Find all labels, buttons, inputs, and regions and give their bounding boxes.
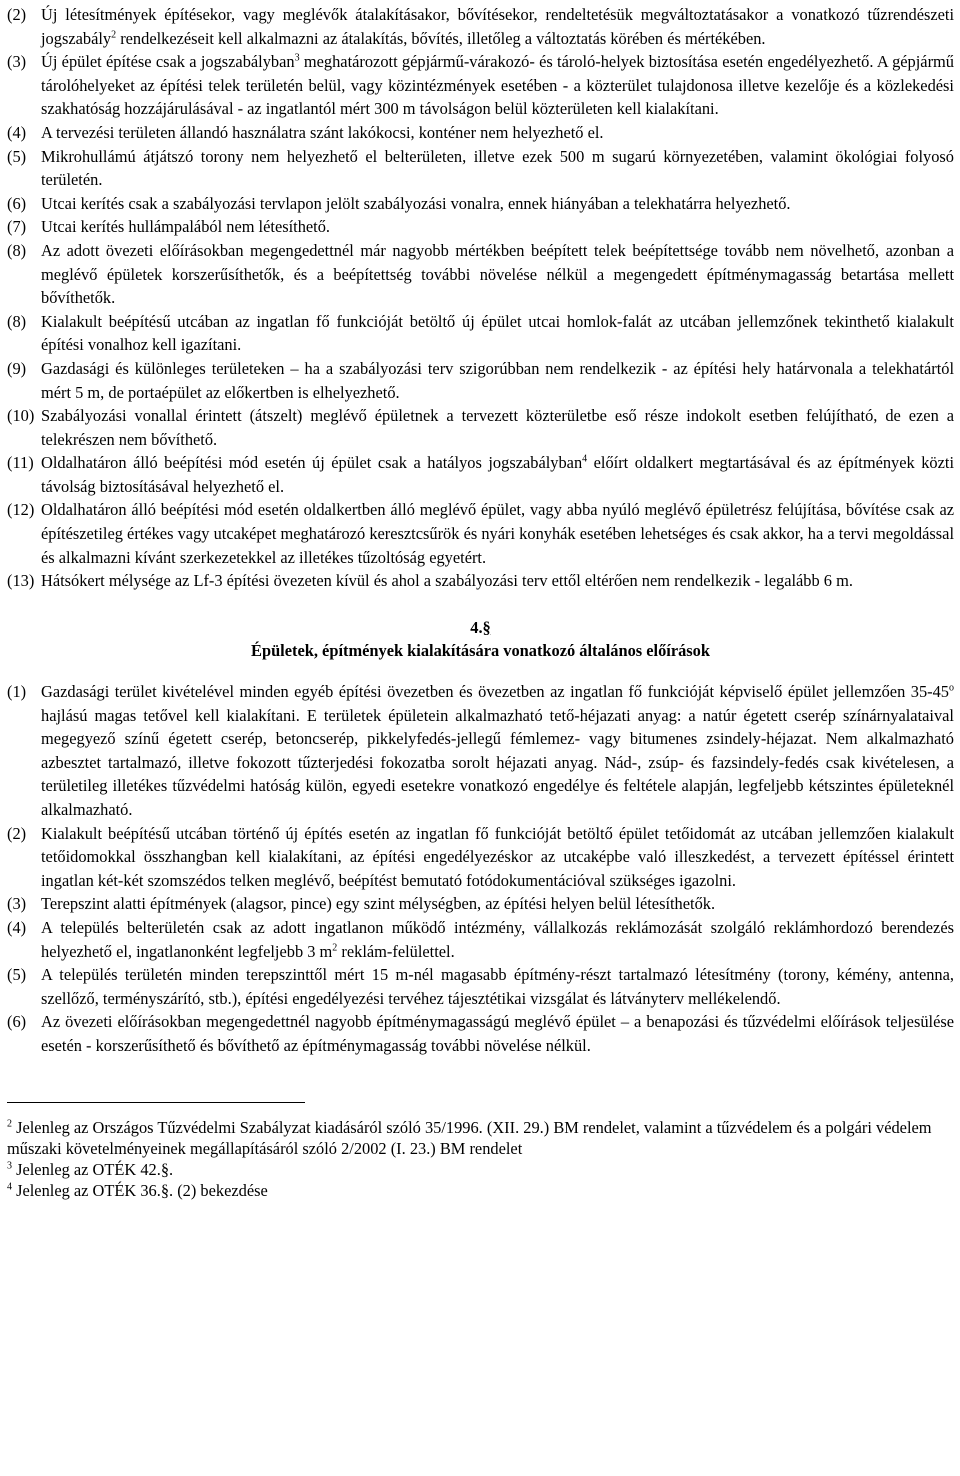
paragraph-text: Kialakult beépítésű utcában az ingatlan fő funkcióját betöltő új épület utcai homlok-falát az utcában jellemzőnek tekinthető kialakult építési vonalhoz kell igazítani. (41, 311, 954, 355)
footnote (7, 1159, 954, 1180)
degree-mark: o (949, 682, 954, 694)
paragraph-number: (2) (7, 5, 27, 24)
paragraph-item (7, 916, 954, 963)
paragraph-item (7, 892, 954, 916)
paragraph-text: Kialakult beépítésű utcában történő új építés esetén az ingatlan fő funkcióját betöltő épület tetőidomát az utcában jellemzően kialakult tetőidomokkal összhangban kell kialakítani, az építési engedélyezéskor az utcaképbe való illeszkedést, a tervezett építéssel érintett ingatlan két-két szomszédos telken meglévő, beépítést bemutató fotódokumentációval szükséges igazolni. (41, 823, 954, 890)
paragraph-number: (5) (7, 965, 27, 985)
section-list-2 (7, 680, 954, 1058)
paragraph-number: (5) (7, 146, 27, 166)
paragraph-text: Gazdasági és különleges területeken – ha a szabályozási terv szigorúbban nem rendelkezik - az építési hely határvonala a telekhatártól mért 5 m, de portaépület az előkertben is elhelyezhető. (41, 358, 954, 402)
paragraph-text: Szabályozási vonallal érintett (átszelt) meglévő épületnek a tervezett közterületbe eső része indokolt esetben felújítható, de ezen a telekrészen nem bővíthető. (41, 406, 954, 449)
paragraph-text: Gazdasági terület kivételével minden egyéb építési övezetben és övezetben az ingatlan fő funkcióját képviselő épület jellemzően 35-45$^o$ hajlású magas tetővel kell kialakítani. E területek épületein alkalmazható tető-héjazati anyag: a natúr égetett cserép színárnyalataival megegyező színű égetett cserép, betoncserép, pikkelyfedés-jellegű fémlemez- vagy bitumenes zsindely-héjazat. Nem alkalmazható azbesztet tartalmazó, illetve fokozott tűzterjedési fokozatba sorolt héjazati anyag. Nád-, zsúp- és fazsindely-fedés csak kivételesen, a területileg illetékes tűzvédelmi hatóság külön, egyedi esetekre vonatkozó engedélye és feltétele alapján, legfeljebb kétszintes épületeknél alkalmazható. (41, 682, 954, 819)
paragraph-text: Oldalhatáron álló beépítési mód esetén oldalkertben álló meglévő épület, vagy abba nyúló meglévő épületrész felújítása, bővítése csak az építészetileg értékes vagy utcaképet meghatározó keresztcsűrök és nyári konyhák esetében lehetséges és csak akkor, ha a tervi megoldással és alkalmazni kívánt szerkezetekkel az illetékes tűzoltóság egyetért. (41, 500, 954, 567)
paragraph-number: (10) (7, 406, 35, 426)
paragraph-item (7, 50, 954, 121)
paragraph-item (7, 3, 954, 50)
paragraph-text: Új épület építése csak a jogszabályban$^3$ meghatározott gépjármű-várakozó- és tároló-helyek biztosítása esetén engedélyezhető. A gépjármű tárolóhelyeket az építési telek területén belül, vagy közintézmények esetében - a közterület tulajdonosa illetve kezelője és a közlekedési szakhatóság hozzájárulásával - az ingatlantól mért 300 m távolságon belül közterületen kell kialakítani. (41, 52, 954, 119)
paragraph-text: Hátsókert mélysége az Lf-3 építési övezeten kívül és ahol a szabályozási terv ettől eltérően nem rendelkezik - legalább 6 m. (41, 571, 853, 591)
paragraph-text: A település belterületén csak az adott ingatlanon működő intézmény, vállalkozás reklámozását szolgáló reklámhordozó berendezés helyezhető el, ingatlanonként legfeljebb 3 $m^2$ reklám-felülettel. (41, 917, 954, 961)
paragraph-item (7, 310, 954, 357)
paragraph-number: (3) (7, 52, 27, 72)
section-list-1 (7, 3, 954, 593)
paragraph-item (7, 145, 954, 192)
paragraph-text: Terepszint alatti építmények (alagsor, pince) egy szint mélységben, az építési helyen belül létesíthetők. (41, 894, 716, 914)
footnote-mark: 4 (7, 1181, 12, 1193)
paragraph-number: (8) (7, 240, 27, 260)
section-number: 4.§ (470, 617, 491, 637)
footnote-mark: 3 (7, 1160, 12, 1172)
paragraph-item (7, 357, 954, 404)
footnote-ref[interactable]: 3 (294, 52, 300, 64)
paragraph-item (7, 215, 954, 239)
paragraph-item (7, 680, 954, 822)
paragraph-item (7, 822, 954, 893)
paragraph-text: Mikrohullámú átjátszó torony nem helyezhető el belterületen, illetve ezek 500 m sugarú környezetében, valamint ökológiai folyosó területén. (41, 146, 954, 190)
paragraph-number: (4) (7, 917, 27, 937)
paragraph-number: (2) (7, 823, 27, 843)
superscript: 2 (332, 942, 338, 954)
paragraph-text: Oldalhatáron álló beépítési mód esetén új épület csak a hatályos jogszabályban$^4$ előírt oldalkert megtartásával és az építmények közti távolság biztosításával helyezhető el. (41, 453, 954, 496)
paragraph-item (7, 192, 954, 216)
section-title: Épületek, építmények kialakítására vonatkozó általános előírások (251, 641, 710, 661)
paragraph-item (7, 498, 954, 569)
paragraph-item (7, 1010, 954, 1057)
paragraph-text: Az adott övezeti előírásokban megengedettnél már nagyobb mértékben beépített telek beépítettsége tovább nem növelhető, azonban a meglévő épületek korszerűsíthetők, és a beépítettség további növelése nélkül a megengedett építménymagasság betartása mellett bővíthetők. (41, 240, 954, 308)
paragraph-item (7, 404, 954, 451)
footnote (7, 1117, 954, 1159)
paragraph-text: A tervezési területen állandó használatra szánt lakókocsi, konténer nem helyezhető el. (41, 122, 604, 142)
footnote-text: Jelenleg az OTÉK 36.§. (2) bekezdése (12, 1180, 268, 1200)
paragraph-text: A település területén minden terepszinttől mért 15 m-nél magasabb építmény-részt tartalmazó létesítmény (torony, kémény, antenna, szellőző, terményszárító, stb.), építési engedélyezési tervéhez tájesztétikai vizsgálat és látványterv mellékelendő. (41, 965, 954, 1008)
paragraph-number: (9) (7, 358, 27, 378)
footnote-mark: 2 (7, 1118, 12, 1130)
paragraph-number: (6) (7, 1012, 27, 1032)
paragraph-number: (8) (7, 311, 27, 331)
footnote-text: Jelenleg az OTÉK 42.§. (12, 1159, 174, 1179)
footnote-ref[interactable]: 2 (111, 29, 117, 41)
paragraph-number: (6) (7, 193, 27, 213)
paragraph-item (7, 963, 954, 1010)
paragraph-item (7, 239, 954, 310)
footnote-text: Jelenleg az Országos Tűzvédelmi Szabályzat kiadásáról szóló 35/1996. (XII. 29.) BM rendelet, valamint a tűzvédelem és a polgári védelem műszaki követelményeinek megállapításáról szóló 2/2002 (I. 23.) BM rendelet (7, 1117, 932, 1158)
footnotes (7, 1117, 954, 1201)
paragraph-number: (12) (7, 500, 35, 520)
paragraph-text: Új létesítmények építésekor, vagy meglévők átalakításakor, bővítésekor, rendeltetésük megváltoztatásakor a vonatkozó tűzrendészeti jogszabály$^2$ rendelkezéseit kell alkalmazni az átalakítás, bővítés, illetőleg a változtatás körében és mértékében. (41, 5, 954, 48)
paragraph-text: Utcai kerítés hullámpalából nem létesíthető. (41, 217, 331, 237)
paragraph-item (7, 451, 954, 498)
paragraph-number: (13) (7, 571, 35, 591)
section-sign: § (482, 617, 491, 637)
paragraph-item (7, 569, 954, 593)
paragraph-number: (11) (7, 453, 34, 473)
footnote (7, 1180, 954, 1201)
paragraph-text: Az övezeti előírásokban megengedettnél nagyobb építménymagasságú meglévő épület – a benapozási és tűzvédelmi előírások teljesülése esetén - korszerűsíthető és bővíthető az építménymagasság további növelése nélkül. (41, 1012, 954, 1055)
footnote-divider (7, 1102, 305, 1103)
paragraph-number: (3) (7, 894, 27, 914)
paragraph-number: (4) (7, 122, 27, 142)
paragraph-number: (1) (7, 682, 27, 702)
paragraph-item (7, 121, 954, 145)
paragraph-text: Utcai kerítés csak a szabályozási tervlapon jelölt szabályozási vonalra, ennek hiányában a telekhatárra helyezhető. (41, 193, 791, 213)
footnote-ref[interactable]: 4 (582, 453, 588, 465)
paragraph-number: (7) (7, 217, 27, 237)
